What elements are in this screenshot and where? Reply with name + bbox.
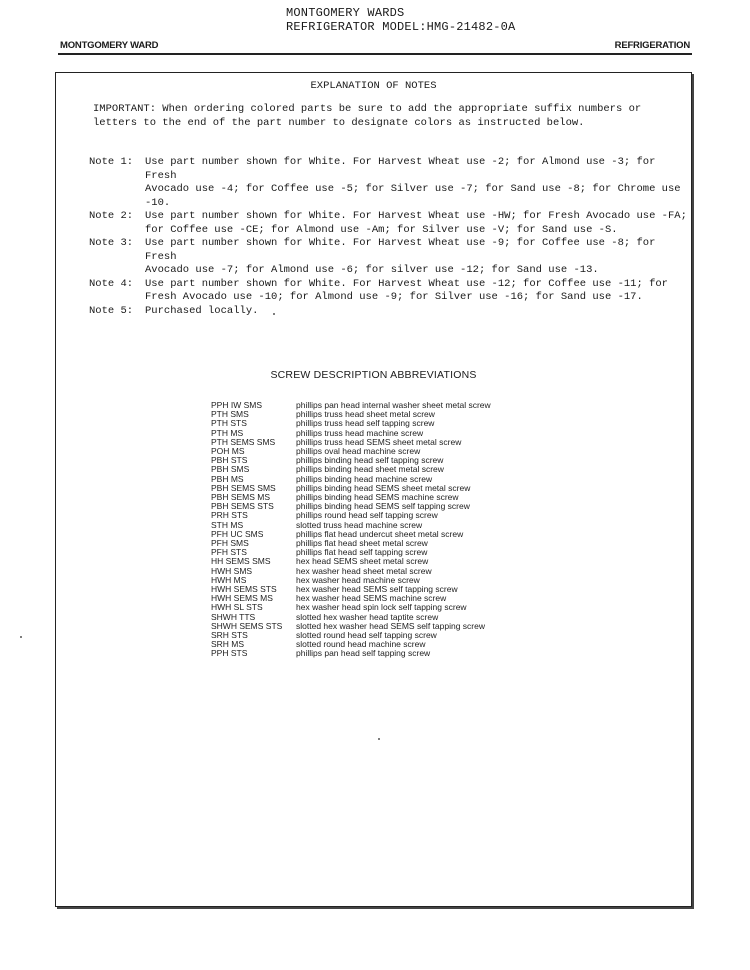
abbreviation-code: PBH MS	[211, 473, 244, 484]
title-line-company: MONTGOMERY WARDS	[286, 6, 405, 20]
scan-speck	[273, 313, 275, 315]
note-text: Use part number shown for White. For Harvest Wheat use -9; for Coffee use -8; for Fresh Avocado use -7; for Almond use -6; for silver use -12; for Sand use -13.	[145, 237, 656, 276]
abbreviation-description: hex washer head SEMS machine screw	[296, 593, 447, 604]
abbreviation-code: SHWH TTS	[211, 611, 256, 622]
abbreviation-code: SHWH SEMS STS	[211, 620, 283, 631]
abbreviation-code: STH MS	[211, 519, 244, 530]
abbreviation-description: phillips binding head sheet metal screw	[296, 464, 444, 475]
abbreviation-description: hex washer head sheet metal screw	[296, 565, 432, 576]
note-item	[89, 278, 689, 305]
abbreviation-description: phillips round head self tapping screw	[296, 510, 438, 521]
abbreviation-code: PTH SEMS SMS	[211, 436, 276, 447]
abbreviation-description: phillips flat head sheet metal screw	[296, 538, 428, 549]
abbreviation-code: PFH SMS	[211, 538, 249, 549]
abbreviation-description: phillips binding head SEMS sheet metal screw	[296, 482, 471, 493]
abbreviation-code: PBH SMS	[211, 464, 250, 475]
note-label: Note 5:	[89, 304, 134, 317]
abbreviation-description: phillips oval head machine screw	[296, 446, 421, 457]
abbreviation-description: phillips flat head self tapping screw	[296, 547, 428, 558]
abbreviation-description: slotted truss head machine screw	[296, 519, 423, 530]
note-text: Use part number shown for White. For Harvest Wheat use -2; for Almond use -3; for Fresh Avocado use -4; for Coffee use -5; for Silver use -7; for Sand use -8; for Chrome use -10.	[145, 156, 681, 209]
scan-speck	[378, 738, 380, 740]
abbreviation-code: PTH MS	[211, 427, 244, 438]
abbreviation-code: HWH SEMS MS	[211, 593, 273, 604]
abbreviation-code: SRH STS	[211, 630, 248, 641]
note-text: Purchased locally.	[145, 304, 259, 317]
note-label: Note 1:	[89, 156, 134, 168]
abbreviation-description: slotted hex washer head SEMS self tapping screw	[296, 620, 485, 631]
note-label: Note 2:	[89, 210, 134, 222]
abbreviation-description: phillips flat head undercut sheet metal screw	[296, 528, 464, 539]
abbreviation-code: PBH SEMS STS	[211, 501, 274, 512]
abbreviation-code: HWH MS	[211, 574, 247, 585]
title-line-model: REFRIGERATOR MODEL:HMG-21482-0A	[286, 20, 516, 34]
note-text: Use part number shown for White. For Harvest Wheat use -HW; for Fresh Avocado use -FA; for Coffee use -CE; for Almond use -Am; for Silver use -V; for Sand use -S.	[145, 210, 687, 236]
abbreviation-description: phillips binding head self tapping screw	[296, 455, 444, 466]
note-item	[89, 305, 689, 319]
abbreviation-description: phillips truss head self tapping screw	[296, 418, 435, 429]
abbreviation-code: HH SEMS SMS	[211, 556, 271, 567]
abbreviation-description: phillips pan head self tapping screw	[296, 648, 431, 659]
abbreviation-description: hex washer head machine screw	[296, 574, 420, 585]
abbreviation-code: PBH SEMS SMS	[211, 482, 276, 493]
abbreviation-code: SRH MS	[211, 639, 245, 650]
abbreviation-code: PRH STS	[211, 510, 248, 521]
note-label: Note 4:	[89, 277, 134, 290]
abbreviation-code: PFH UC SMS	[211, 528, 264, 539]
abbreviation-row	[211, 649, 491, 658]
note-text: Use part number shown for White. For Harvest Wheat use -12; for Coffee use -11; for Fresh Avocado use -10; for Almond use -9; for Silver use -16; for Sand use -17.	[145, 277, 668, 303]
abbreviation-code: PFH STS	[211, 547, 247, 558]
frame-shadow-right	[692, 74, 694, 909]
notes-list	[89, 156, 689, 318]
abbreviation-code: PTH STS	[211, 418, 247, 429]
abbreviation-code: HWH SMS	[211, 565, 253, 576]
abbreviation-code: PTH SMS	[211, 409, 249, 420]
abbreviation-description: hex head SEMS sheet metal screw	[296, 556, 429, 567]
header-rule	[58, 53, 692, 55]
abbreviation-code: PPH STS	[211, 648, 248, 659]
abbreviation-description: phillips binding head machine screw	[296, 473, 433, 484]
content-frame	[55, 72, 692, 907]
note-label: Note 3:	[89, 237, 134, 249]
abbreviations-title: SCREW DESCRIPTION ABBREVIATIONS	[270, 369, 477, 381]
abbreviation-code: HWH SL STS	[211, 602, 263, 613]
header-section: REFRIGERATION	[614, 40, 690, 51]
notes-title: EXPLANATION OF NOTES	[310, 80, 437, 92]
scan-speck	[20, 636, 22, 638]
abbreviation-description: phillips binding head SEMS self tapping screw	[296, 501, 470, 512]
abbreviation-code: PPH IW SMS	[211, 400, 263, 410]
abbreviation-description: phillips truss head machine screw	[296, 427, 424, 438]
abbreviation-description: phillips pan head internal washer sheet metal screw	[296, 400, 491, 410]
frame-shadow-bottom	[57, 907, 694, 909]
abbreviation-code: PBH SEMS MS	[211, 492, 271, 503]
abbreviation-description: hex washer head spin lock self tapping screw	[296, 602, 467, 613]
note-item	[89, 237, 689, 278]
important-notice: IMPORTANT: When ordering colored parts be sure to add the appropriate suffix numbers or letters to the end of the part number to designate colors as instructed below.	[93, 103, 642, 129]
abbreviation-description: slotted hex washer head taptite screw	[296, 611, 439, 622]
abbreviation-description: slotted round head machine screw	[296, 639, 426, 650]
abbreviation-code: POH MS	[211, 446, 245, 457]
abbreviation-description: phillips truss head sheet metal screw	[296, 409, 435, 420]
header-brand: MONTGOMERY WARD	[60, 40, 159, 51]
abbreviation-code: PBH STS	[211, 455, 248, 466]
abbreviation-description: phillips truss head SEMS sheet metal screw	[296, 436, 462, 447]
abbreviation-description: slotted round head self tapping screw	[296, 630, 437, 641]
document-title	[286, 6, 515, 34]
abbreviations-table	[211, 401, 491, 659]
note-item	[89, 210, 689, 237]
abbreviation-code: HWH SEMS STS	[211, 584, 277, 595]
abbreviation-description: hex washer head SEMS self tapping screw	[296, 584, 458, 595]
note-item	[89, 156, 689, 210]
abbreviation-description: phillips binding head SEMS machine screw	[296, 492, 459, 503]
